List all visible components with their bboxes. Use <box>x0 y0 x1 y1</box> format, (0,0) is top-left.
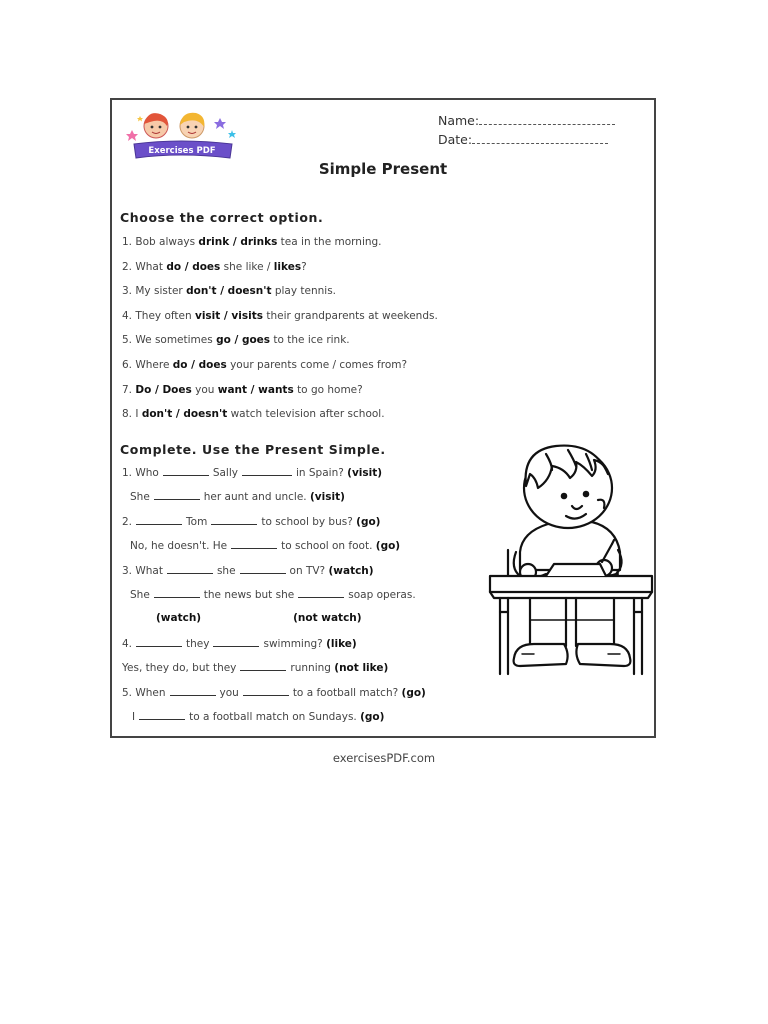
date-label: Date: <box>438 132 473 147</box>
answer-blank <box>139 710 185 720</box>
date-line <box>472 133 608 144</box>
answer-blank <box>242 466 292 476</box>
choice-item-8: 8. I don't / doesn't watch television after school. <box>122 408 385 421</box>
choice-list <box>122 236 438 433</box>
answer-blank <box>154 588 200 598</box>
kids-illustration-icon <box>126 113 236 141</box>
answer-blank <box>163 466 209 476</box>
complete-line-6: She the news but she soap operas. <box>130 588 416 601</box>
choice-item-7: 7. Do / Does you want / wants to go home? <box>122 383 363 396</box>
choice-item-3: 3. My sister don't / doesn't play tennis. <box>122 285 337 298</box>
choice-item-4: 4. They often visit / visits their grandparents at weekends. <box>122 309 438 322</box>
answer-blank <box>231 539 277 549</box>
complete-line-5: 3. What she on TV? (watch) <box>122 564 374 577</box>
name-line <box>479 114 615 125</box>
complete-line-2: She her aunt and uncle. (visit) <box>130 491 345 504</box>
date-field <box>438 132 608 147</box>
boy-at-desk-illustration <box>486 440 656 676</box>
answer-blank <box>170 686 216 696</box>
answer-blank <box>154 490 200 500</box>
complete-list <box>122 466 426 734</box>
choice-item-1: 1. Bob always drink / drinks tea in the morning. <box>122 236 382 248</box>
exercises-pdf-logo <box>120 108 254 160</box>
complete-line-3: 2. Tom to school by bus? (go) <box>122 515 381 528</box>
answer-blank <box>213 637 259 647</box>
section1-heading: Choose the correct option. <box>120 210 324 225</box>
logo-text: Exercises PDF <box>148 146 216 156</box>
worksheet <box>110 98 656 738</box>
choice-item-5: 5. We sometimes go / goes to the ice rink. <box>122 334 350 347</box>
complete-line-7: (watch) (not watch) <box>156 612 362 625</box>
name-label: Name: <box>438 113 480 128</box>
complete-line-1: 1. Who Sally in Spain? (visit) <box>122 467 383 479</box>
answer-blank <box>298 588 344 598</box>
answer-blank <box>167 564 213 574</box>
choice-item-2: 2. What do / does she like / likes? <box>122 260 307 273</box>
complete-line-8: 4. they swimming? (like) <box>122 637 357 650</box>
choice-item-6: 6. Where do / does your parents come / comes from? <box>122 358 408 371</box>
complete-line-9: Yes, they do, but they running (not like) <box>122 662 389 675</box>
answer-blank <box>136 637 182 647</box>
answer-blank <box>136 515 182 525</box>
complete-line-11: I to a football match on Sundays. (go) <box>132 710 385 723</box>
answer-blank <box>211 515 257 525</box>
complete-line-10: 5. When you to a football match? (go) <box>122 686 426 699</box>
footer-website: exercisesPDF.com <box>332 751 436 765</box>
answer-blank <box>243 686 289 696</box>
complete-line-4: No, he doesn't. He to school on foot. (go) <box>130 540 401 553</box>
answer-blank <box>240 661 286 671</box>
answer-blank <box>240 564 286 574</box>
name-field <box>438 113 615 128</box>
worksheet-title: Simple Present <box>318 160 448 178</box>
section2-heading: Complete. Use the Present Simple. <box>120 442 386 457</box>
